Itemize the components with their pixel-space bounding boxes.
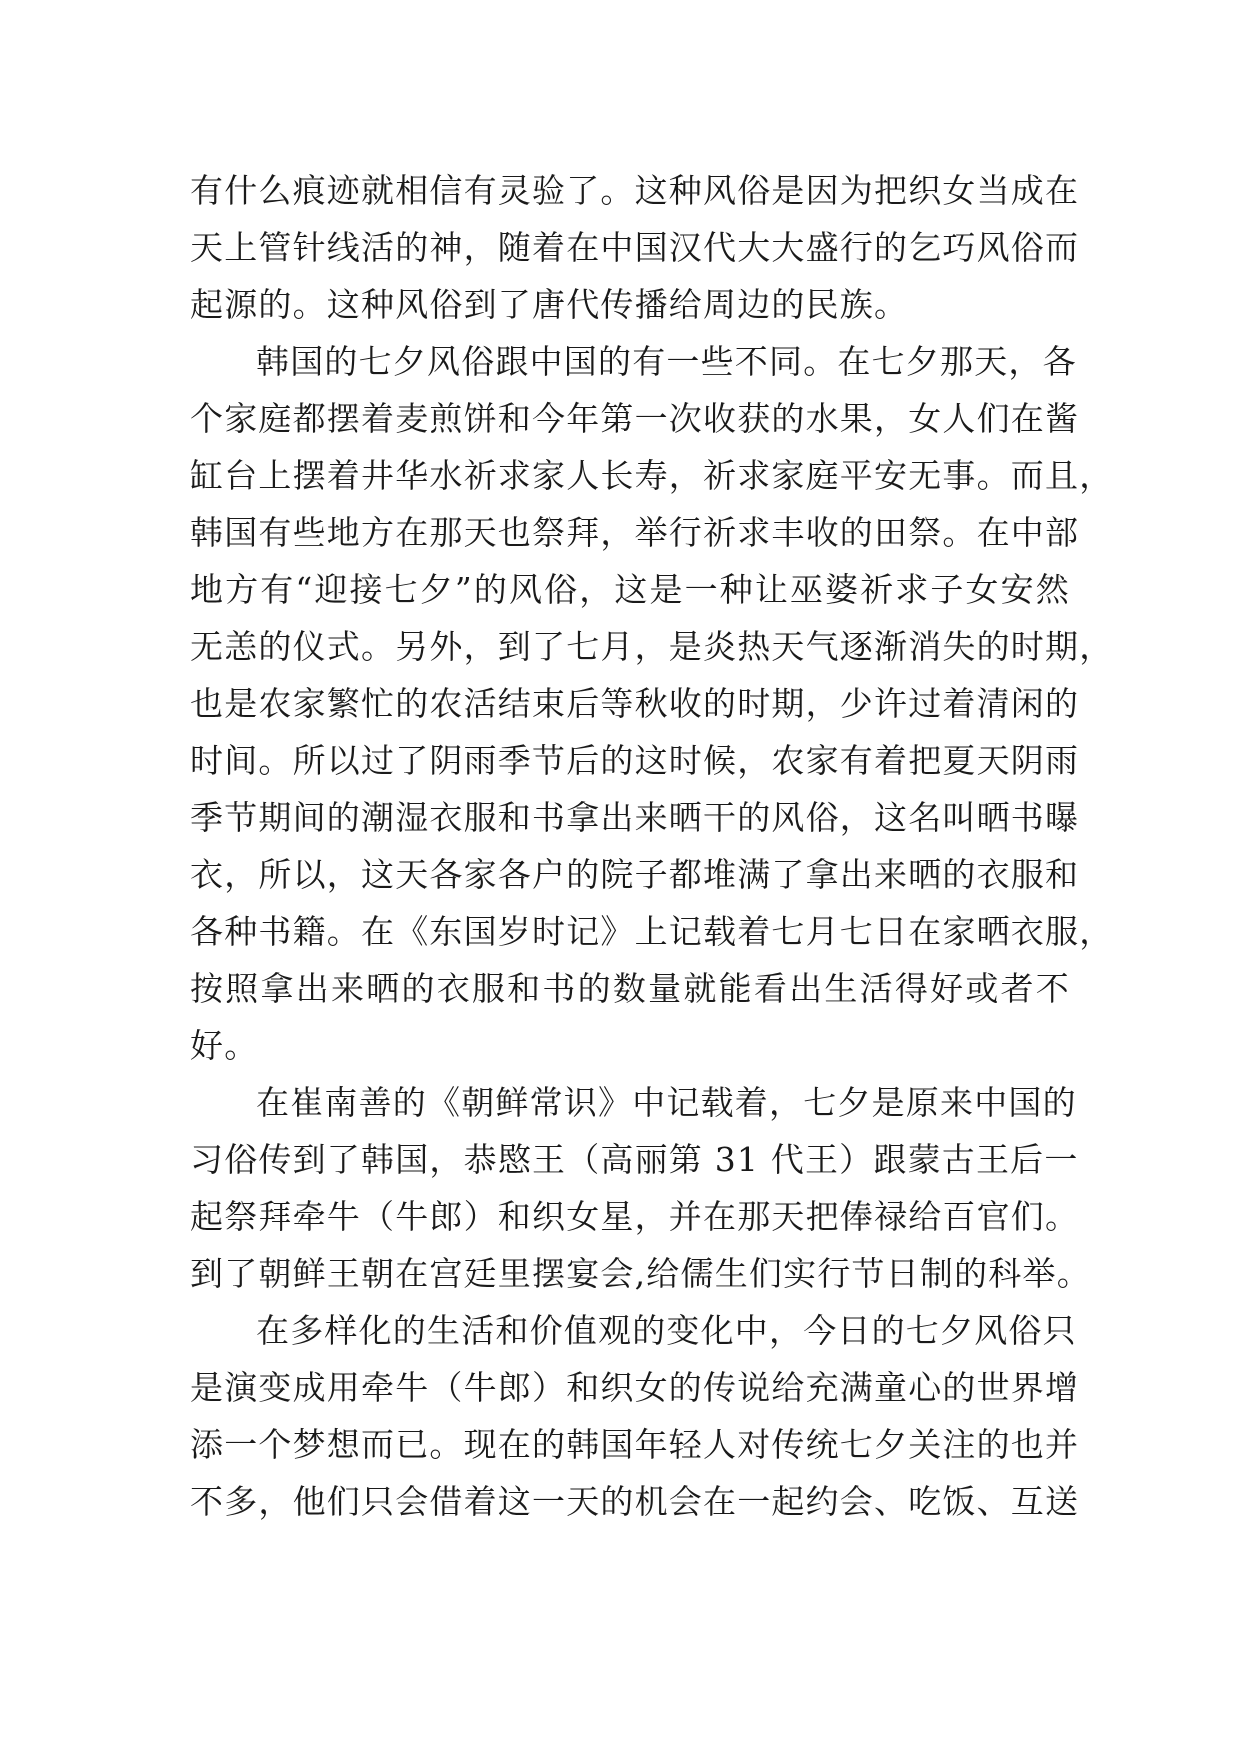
text-line: 是演变成用牵牛（牛郎）和织女的传说给充满童心的世界增 — [190, 1368, 1080, 1407]
text-line: 衣，所以，这天各家各户的院子都堆满了拿出来晒的衣服和 — [190, 855, 1080, 894]
text-line: 起源的。这种风俗到了唐代传播给周边的民族。 — [190, 285, 909, 324]
text-line: 各种书籍。在《东国岁时记》上记载着七月七日在家晒衣服， — [190, 912, 1114, 951]
text-line: 有什么痕迹就相信有灵验了。这种风俗是因为把织女当成在 — [190, 171, 1080, 210]
text-line: 韩国有些地方在那天也祭拜，举行祈求丰收的田祭。在中部 — [190, 513, 1080, 552]
text-line: 地方有“迎接七夕”的风俗，这是一种让巫婆祈求子女安然 — [190, 570, 1070, 609]
text-line: 添一个梦想而已。现在的韩国年轻人对传统七夕关注的也并 — [190, 1425, 1080, 1464]
text-line: 韩国的七夕风俗跟中国的有一些不同。在七夕那天，各 — [256, 342, 1077, 381]
text-line: 时间。所以过了阴雨季节后的这时候，农家有着把夏天阴雨 — [190, 741, 1080, 780]
text-line: 在崔南善的《朝鲜常识》中记载着，七夕是原来中国的 — [256, 1083, 1077, 1122]
text-line: 好。 — [190, 1026, 259, 1065]
text-line: 起祭拜牵牛（牛郎）和织女星，并在那天把俸禄给百官们。 — [190, 1197, 1080, 1236]
text-line: 在多样化的生活和价值观的变化中，今日的七夕风俗只 — [256, 1311, 1077, 1350]
text-line: 按照拿出来晒的衣服和书的数量就能看出生活得好或者不 — [190, 969, 1070, 1008]
text-line: 习俗传到了韩国，恭愍王（高丽第 31 代王）跟蒙古王后一 — [190, 1140, 1079, 1179]
text-line: 无恙的仪式。另外，到了七月，是炎热天气逐渐消失的时期， — [190, 627, 1114, 666]
text-line: 不多，他们只会借着这一天的机会在一起约会、吃饭、互送 — [190, 1482, 1080, 1521]
text-line: 到了朝鲜王朝在宫廷里摆宴会,给儒生们实行节日制的科举。 — [190, 1254, 1091, 1293]
body-text — [190, 162, 1114, 1530]
text-line: 天上管针线活的神，随着在中国汉代大大盛行的乞巧风俗而 — [190, 228, 1080, 267]
text-line: 季节期间的潮湿衣服和书拿出来晒干的风俗，这名叫晒书曝 — [190, 798, 1080, 837]
text-line: 个家庭都摆着麦煎饼和今年第一次收获的水果，女人们在酱 — [190, 399, 1080, 438]
text-line: 也是农家繁忙的农活结束后等秋收的时期，少许过着清闲的 — [190, 684, 1080, 723]
text-line: 缸台上摆着井华水祈求家人长寿，祈求家庭平安无事。而且， — [190, 456, 1114, 495]
